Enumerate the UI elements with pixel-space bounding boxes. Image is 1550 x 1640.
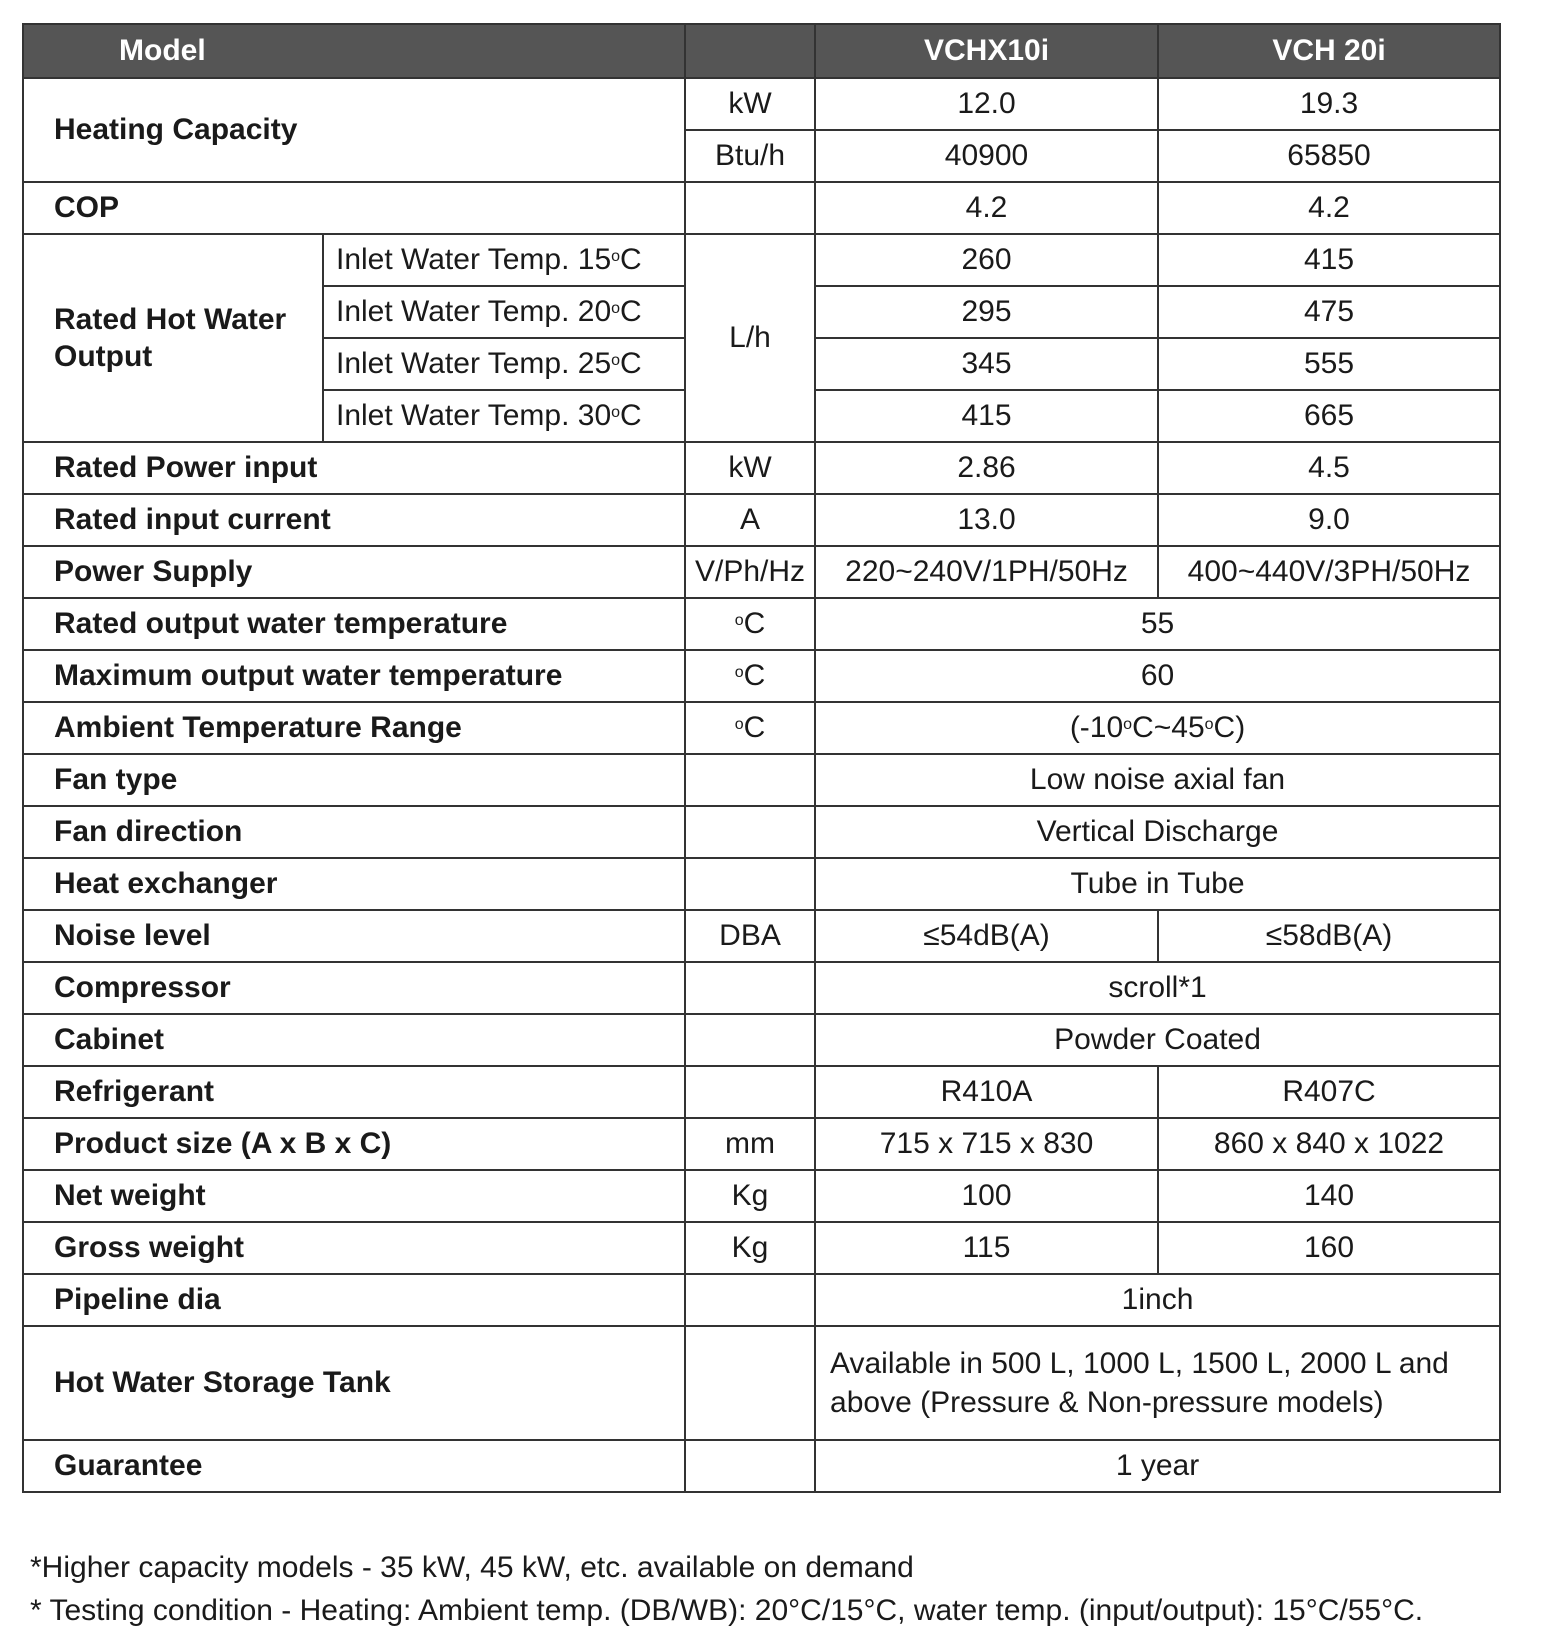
condition-cell: Inlet Water Temp. 20$^o$C xyxy=(323,286,685,338)
table-row xyxy=(23,910,1500,962)
unit-header xyxy=(685,24,815,78)
row-label: COP xyxy=(23,182,685,234)
row-label: Net weight xyxy=(23,1170,685,1222)
table-row xyxy=(23,650,1500,702)
row-label: Fan type xyxy=(23,754,685,806)
unit-cell: L/h xyxy=(685,234,815,442)
unit-cell xyxy=(685,1066,815,1118)
row-label: Pipeline dia xyxy=(23,1274,685,1326)
row-label: Hot Water Storage Tank xyxy=(23,1326,685,1440)
unit-cell: V/Ph/Hz xyxy=(685,546,815,598)
value-cell: 4.5 xyxy=(1158,442,1500,494)
value-cell: 100 xyxy=(815,1170,1158,1222)
table-row xyxy=(23,598,1500,650)
header-row xyxy=(23,24,1500,78)
condition-cell: Inlet Water Temp. 25$^o$C xyxy=(323,338,685,390)
row-label: Rated input current xyxy=(23,494,685,546)
value-cell: 220~240V/1PH/50Hz xyxy=(815,546,1158,598)
unit-cell xyxy=(685,1274,815,1326)
unit-cell xyxy=(685,806,815,858)
value-cell: ≤54dB(A) xyxy=(815,910,1158,962)
table-row xyxy=(23,702,1500,754)
row-label: Gross weight xyxy=(23,1222,685,1274)
value-cell: 60 xyxy=(815,650,1500,702)
row-label: Compressor xyxy=(23,962,685,1014)
table-row xyxy=(23,234,1500,286)
value-cell: 295 xyxy=(815,286,1158,338)
unit-cell xyxy=(685,858,815,910)
value-cell: 115 xyxy=(815,1222,1158,1274)
unit-cell: $^o$C xyxy=(685,598,815,650)
value-cell: 415 xyxy=(1158,234,1500,286)
value-cell: 345 xyxy=(815,338,1158,390)
value-cell: 2.86 xyxy=(815,442,1158,494)
value-cell: 1 year xyxy=(815,1440,1500,1492)
row-label: Fan direction xyxy=(23,806,685,858)
value-cell: 55 xyxy=(815,598,1500,650)
table-row xyxy=(23,754,1500,806)
value-cell: Vertical Discharge xyxy=(815,806,1500,858)
unit-cell xyxy=(685,182,815,234)
value-cell: R407C xyxy=(1158,1066,1500,1118)
value-cell: 65850 xyxy=(1158,130,1500,182)
footnote-capacity: *Higher capacity models - 35 kW, 45 kW, etc. available on demand xyxy=(30,1551,914,1584)
table-row xyxy=(23,1222,1500,1274)
value-cell: 400~440V/3PH/50Hz xyxy=(1158,546,1500,598)
model-header: Model xyxy=(23,24,685,78)
table-row xyxy=(23,858,1500,910)
unit-cell: kW xyxy=(685,442,815,494)
unit-cell: $^o$C xyxy=(685,702,815,754)
value-cell: 715 x 715 x 830 xyxy=(815,1118,1158,1170)
value-cell: 260 xyxy=(815,234,1158,286)
value-cell: scroll*1 xyxy=(815,962,1500,1014)
table-row xyxy=(23,1440,1500,1492)
table-row xyxy=(23,546,1500,598)
row-label: Cabinet xyxy=(23,1014,685,1066)
condition-cell: Inlet Water Temp. 30$^o$C xyxy=(323,390,685,442)
unit-cell xyxy=(685,962,815,1014)
unit-cell xyxy=(685,1014,815,1066)
model-1-header: VCHX10i xyxy=(815,24,1158,78)
unit-cell: $^o$C xyxy=(685,650,815,702)
row-label: Maximum output water temperature xyxy=(23,650,685,702)
table-row xyxy=(23,1014,1500,1066)
value-cell: ≤58dB(A) xyxy=(1158,910,1500,962)
value-cell: 860 x 840 x 1022 xyxy=(1158,1118,1500,1170)
row-label: Ambient Temperature Range xyxy=(23,702,685,754)
table-row xyxy=(23,1170,1500,1222)
row-label: Heating Capacity xyxy=(23,78,685,182)
table-row xyxy=(23,1326,1500,1440)
value-cell: 13.0 xyxy=(815,494,1158,546)
value-cell: R410A xyxy=(815,1066,1158,1118)
value-cell: 40900 xyxy=(815,130,1158,182)
unit-cell: Btu/h xyxy=(685,130,815,182)
table-row xyxy=(23,494,1500,546)
model-2-header: VCH 20i xyxy=(1158,24,1500,78)
value-cell: Available in 500 L, 1000 L, 1500 L, 2000 L and above (Pressure & Non-pressure models) xyxy=(815,1326,1500,1440)
table-row xyxy=(23,962,1500,1014)
value-cell: 415 xyxy=(815,390,1158,442)
unit-cell: DBA xyxy=(685,910,815,962)
value-cell: 475 xyxy=(1158,286,1500,338)
table-row xyxy=(23,1066,1500,1118)
table-row xyxy=(23,78,1500,130)
value-cell: 4.2 xyxy=(815,182,1158,234)
value-cell: 19.3 xyxy=(1158,78,1500,130)
value-cell: 9.0 xyxy=(1158,494,1500,546)
table-row xyxy=(23,1274,1500,1326)
row-label: Rated output water temperature xyxy=(23,598,685,650)
unit-cell xyxy=(685,754,815,806)
value-cell: 665 xyxy=(1158,390,1500,442)
row-label: Heat exchanger xyxy=(23,858,685,910)
table-row xyxy=(23,806,1500,858)
unit-cell: Kg xyxy=(685,1222,815,1274)
value-cell: 12.0 xyxy=(815,78,1158,130)
unit-cell: kW xyxy=(685,78,815,130)
row-label: Rated Power input xyxy=(23,442,685,494)
row-label: Rated Hot Water Output xyxy=(23,234,323,442)
value-cell: 4.2 xyxy=(1158,182,1500,234)
value-cell: Tube in Tube xyxy=(815,858,1500,910)
table-row xyxy=(23,442,1500,494)
unit-cell: A xyxy=(685,494,815,546)
row-label: Noise level xyxy=(23,910,685,962)
condition-cell: Inlet Water Temp. 15$^o$C xyxy=(323,234,685,286)
row-label: Refrigerant xyxy=(23,1066,685,1118)
footnote-testing: * Testing condition - Heating: Ambient temp. (DB/WB): 20°C/15°C, water temp. (input/output): 15°C/55°C. xyxy=(30,1594,1424,1627)
value-cell: (-10$^o$C~45$^o$C) xyxy=(815,702,1500,754)
unit-cell: Kg xyxy=(685,1170,815,1222)
footnotes xyxy=(30,1546,1423,1632)
row-label: Guarantee xyxy=(23,1440,685,1492)
unit-cell: mm xyxy=(685,1118,815,1170)
value-cell: 555 xyxy=(1158,338,1500,390)
unit-cell xyxy=(685,1326,815,1440)
value-cell: 160 xyxy=(1158,1222,1500,1274)
value-cell: 1inch xyxy=(815,1274,1500,1326)
value-cell: Powder Coated xyxy=(815,1014,1500,1066)
unit-cell xyxy=(685,1440,815,1492)
row-label: Product size (A x B x C) xyxy=(23,1118,685,1170)
table-row xyxy=(23,182,1500,234)
value-cell: 140 xyxy=(1158,1170,1500,1222)
table-row xyxy=(23,1118,1500,1170)
specification-table xyxy=(22,23,1501,1493)
value-cell: Low noise axial fan xyxy=(815,754,1500,806)
row-label: Power Supply xyxy=(23,546,685,598)
